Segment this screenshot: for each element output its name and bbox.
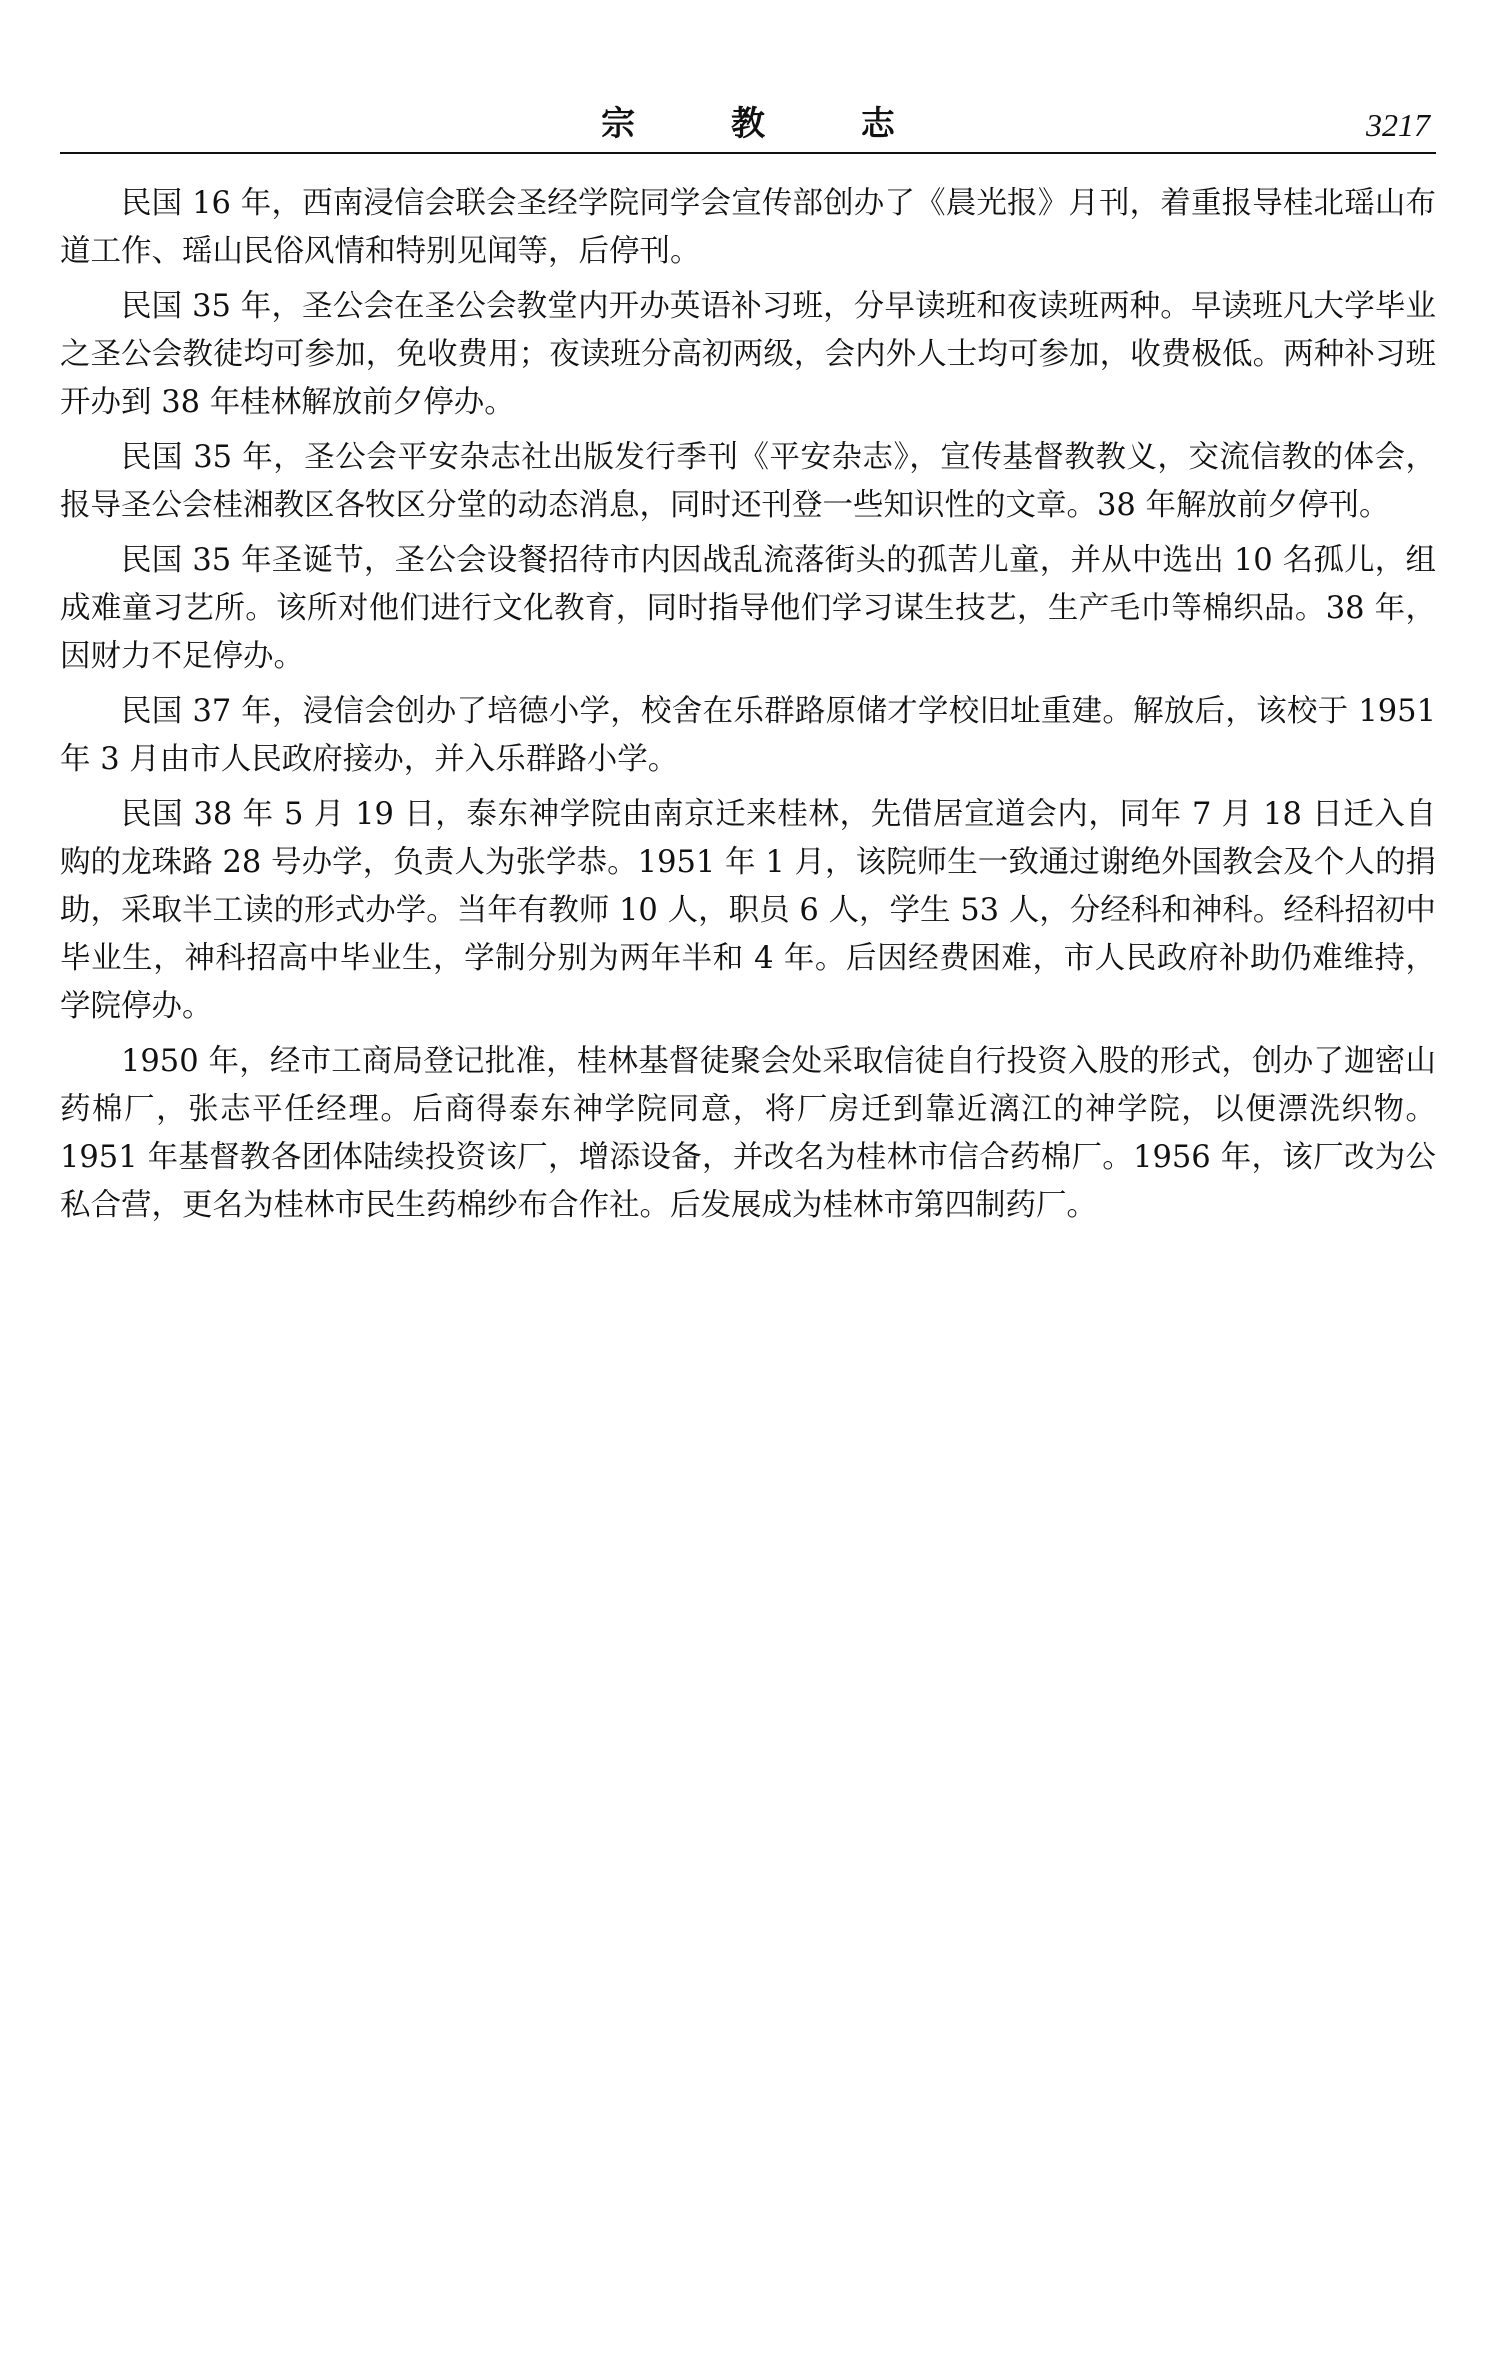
body-text — [60, 180, 1436, 1237]
paragraph-cotton-factory: 1950 年，经市工商局登记批准，桂林基督徒聚会处采取信徒自行投资入股的形式，创办了迦密山药棉厂，张志平任经理。后商得泰东神学院同意，将厂房迁到靠近漓江的神学院，以便漂洗织物。1951 年基督教各团体陆续投资该厂，增添设备，并改名为桂林市信合药棉厂。1956 年，该厂改为公私合营，更名为桂林市民生药棉纱布合作社。后发展成为桂林市第四制药厂。 — [60, 1044, 1436, 1223]
page-number: 3217 — [1366, 107, 1430, 143]
paragraph-taidong-seminary: 民国 38 年 5 月 19 日，泰东神学院由南京迁来桂林，先借居宣道会内，同年 7 月 18 日迁入自购的龙珠路 28 号办学，负责人为张学恭。1951 年 1 月，该院师生一致通过谢绝外国教会及个人的捐助，采取半工读的形式办学。当年有教师 10 人，职员 6 人，学生 53 人，分经科和神科。经科招初中毕业生，神科招高中毕业生，学制分别为两年半和 4 年。后因经费困难，市人民政府补助仍难维持，学院停办。 — [60, 797, 1436, 1024]
page-header — [60, 96, 1436, 154]
paragraph-orphan-workshop: 民国 35 年圣诞节，圣公会设餐招待市内因战乱流落街头的孤苦儿童，并从中选出 10 名孤儿，组成难童习艺所。该所对他们进行文化教育，同时指导他们学习谋生技艺，生产毛巾等棉织品。38 年，因财力不足停办。 — [60, 543, 1436, 674]
paragraph-peide-school: 民国 37 年，浸信会创办了培德小学，校舍在乐群路原储才学校旧址重建。解放后，该校于 1951 年 3 月由市人民政府接办，并入乐群路小学。 — [60, 694, 1436, 777]
running-head-title: 宗 教 志 — [601, 104, 937, 144]
paragraph-english-classes: 民国 35 年，圣公会在圣公会教堂内开办英语补习班，分早读班和夜读班两种。早读班凡大学毕业之圣公会教徒均可参加，免收费用；夜读班分高初两级，会内外人士均可参加，收费极低。两种补习班开办到 38 年桂林解放前夕停办。 — [60, 289, 1436, 420]
paragraph-pingan-magazine: 民国 35 年，圣公会平安杂志社出版发行季刊《平安杂志》，宣传基督教教义，交流信教的体会，报导圣公会桂湘教区各牧区分堂的动态消息，同时还刊登一些知识性的文章。38 年解放前夕停刊。 — [60, 440, 1436, 523]
paragraph-chenguang-newspaper: 民国 16 年，西南浸信会联会圣经学院同学会宣传部创办了《晨光报》月刊，着重报导桂北瑶山布道工作、瑶山民俗风情和特别见闻等，后停刊。 — [60, 186, 1436, 269]
